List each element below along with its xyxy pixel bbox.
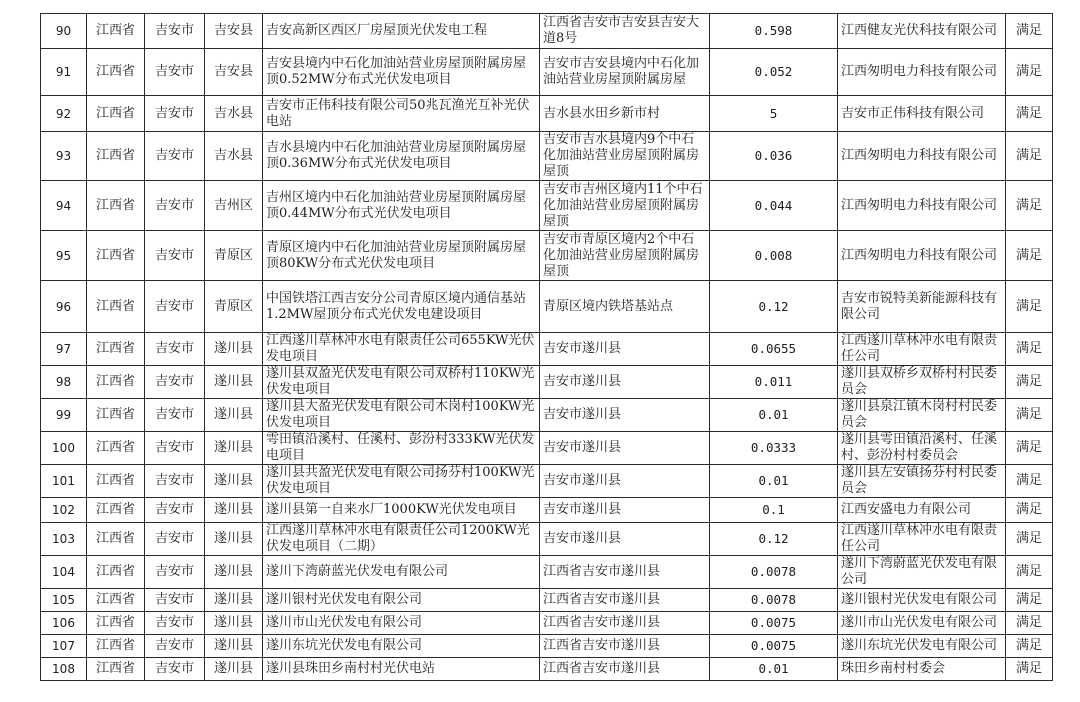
table-body <box>41 14 1053 681</box>
table-row <box>41 556 1053 589</box>
city-cell: 吉安市 <box>145 96 205 132</box>
company-cell: 江西健友光伏科技有限公司 <box>838 14 1006 49</box>
company-cell: 遂川县左安镇扬芬村村民委员会 <box>838 465 1006 498</box>
table-row <box>41 14 1053 49</box>
result-cell: 满足 <box>1006 231 1053 281</box>
province-cell: 江西省 <box>87 281 145 333</box>
province-cell: 江西省 <box>87 181 145 231</box>
table-row <box>41 465 1053 498</box>
capacity-cell: 0.0075 <box>710 635 838 658</box>
address-cell: 江西省吉安市遂川县 <box>540 635 710 658</box>
result-cell: 满足 <box>1006 523 1053 556</box>
city-cell: 吉安市 <box>145 132 205 181</box>
table-row <box>41 399 1053 432</box>
capacity-cell: 0.12 <box>710 523 838 556</box>
city-cell: 吉安市 <box>145 658 205 681</box>
row-number: 93 <box>41 132 87 181</box>
table-row <box>41 333 1053 366</box>
address-cell: 吉安市青原区境内2个中石化加油站营业房屋顶附属房屋顶 <box>540 231 710 281</box>
row-number: 106 <box>41 612 87 635</box>
address-cell: 江西省吉安市遂川县 <box>540 556 710 589</box>
row-number: 98 <box>41 366 87 399</box>
county-cell: 遂川县 <box>205 523 263 556</box>
province-cell: 江西省 <box>87 49 145 96</box>
city-cell: 吉安市 <box>145 635 205 658</box>
province-cell: 江西省 <box>87 366 145 399</box>
result-cell: 满足 <box>1006 366 1053 399</box>
table-row <box>41 658 1053 681</box>
capacity-cell: 0.052 <box>710 49 838 96</box>
capacity-cell: 0.12 <box>710 281 838 333</box>
capacity-cell: 0.011 <box>710 366 838 399</box>
project-name-cell: 吉水县境内中石化加油站营业房屋顶附属房屋顶0.36MW分布式光伏发电项目 <box>263 132 540 181</box>
capacity-cell: 0.598 <box>710 14 838 49</box>
row-number: 92 <box>41 96 87 132</box>
company-cell: 江西匆明电力科技有限公司 <box>838 181 1006 231</box>
company-cell: 吉安市正伟科技有限公司 <box>838 96 1006 132</box>
capacity-cell: 0.008 <box>710 231 838 281</box>
table-row <box>41 432 1053 465</box>
row-number: 108 <box>41 658 87 681</box>
table-row <box>41 612 1053 635</box>
province-cell: 江西省 <box>87 432 145 465</box>
result-cell: 满足 <box>1006 181 1053 231</box>
address-cell: 吉安市遂川县 <box>540 498 710 523</box>
result-cell: 满足 <box>1006 14 1053 49</box>
county-cell: 遂川县 <box>205 432 263 465</box>
row-number: 107 <box>41 635 87 658</box>
county-cell: 遂川县 <box>205 589 263 612</box>
row-number: 100 <box>41 432 87 465</box>
project-name-cell: 遂川下湾蔚蓝光伏发电有限公司 <box>263 556 540 589</box>
city-cell: 吉安市 <box>145 399 205 432</box>
result-cell: 满足 <box>1006 589 1053 612</box>
project-name-cell: 雩田镇沿溪村、任溪村、彭汾村333KW光伏发电项目 <box>263 432 540 465</box>
county-cell: 遂川县 <box>205 612 263 635</box>
company-cell: 遂川下湾蔚蓝光伏发电有限公司 <box>838 556 1006 589</box>
company-cell: 遂川市山光伏发电有限公司 <box>838 612 1006 635</box>
row-number: 91 <box>41 49 87 96</box>
company-cell: 江西匆明电力科技有限公司 <box>838 132 1006 181</box>
province-cell: 江西省 <box>87 498 145 523</box>
result-cell: 满足 <box>1006 658 1053 681</box>
city-cell: 吉安市 <box>145 281 205 333</box>
city-cell: 吉安市 <box>145 589 205 612</box>
province-cell: 江西省 <box>87 556 145 589</box>
county-cell: 吉水县 <box>205 96 263 132</box>
province-cell: 江西省 <box>87 399 145 432</box>
county-cell: 遂川县 <box>205 498 263 523</box>
province-cell: 江西省 <box>87 635 145 658</box>
result-cell: 满足 <box>1006 498 1053 523</box>
table-row <box>41 181 1053 231</box>
city-cell: 吉安市 <box>145 14 205 49</box>
company-cell: 遂川东坑光伏发电有限公司 <box>838 635 1006 658</box>
result-cell: 满足 <box>1006 465 1053 498</box>
city-cell: 吉安市 <box>145 556 205 589</box>
capacity-cell: 5 <box>710 96 838 132</box>
address-cell: 吉安市遂川县 <box>540 523 710 556</box>
company-cell: 遂川县双桥乡双桥村村民委员会 <box>838 366 1006 399</box>
row-number: 104 <box>41 556 87 589</box>
province-cell: 江西省 <box>87 589 145 612</box>
result-cell: 满足 <box>1006 49 1053 96</box>
row-number: 97 <box>41 333 87 366</box>
project-name-cell: 江西遂川草林冲水电有限责任公司1200KW光伏发电项目（二期） <box>263 523 540 556</box>
row-number: 101 <box>41 465 87 498</box>
company-cell: 江西遂川草林冲水电有限责任公司 <box>838 333 1006 366</box>
table-row <box>41 635 1053 658</box>
county-cell: 遂川县 <box>205 399 263 432</box>
row-number: 94 <box>41 181 87 231</box>
county-cell: 遂川县 <box>205 658 263 681</box>
result-cell: 满足 <box>1006 132 1053 181</box>
city-cell: 吉安市 <box>145 432 205 465</box>
project-name-cell: 遂川县共盈光伏发电有限公司扬芬村100KW光伏发电项目 <box>263 465 540 498</box>
county-cell: 吉安县 <box>205 49 263 96</box>
result-cell: 满足 <box>1006 96 1053 132</box>
result-cell: 满足 <box>1006 432 1053 465</box>
province-cell: 江西省 <box>87 14 145 49</box>
row-number: 102 <box>41 498 87 523</box>
city-cell: 吉安市 <box>145 612 205 635</box>
project-name-cell: 吉安高新区西区厂房屋顶光伏发电工程 <box>263 14 540 49</box>
county-cell: 遂川县 <box>205 635 263 658</box>
company-cell: 江西匆明电力科技有限公司 <box>838 49 1006 96</box>
capacity-cell: 0.036 <box>710 132 838 181</box>
project-table-container <box>40 13 1052 681</box>
company-cell: 江西匆明电力科技有限公司 <box>838 231 1006 281</box>
province-cell: 江西省 <box>87 231 145 281</box>
county-cell: 吉水县 <box>205 132 263 181</box>
result-cell: 满足 <box>1006 556 1053 589</box>
company-cell: 吉安市锐特美新能源科技有限公司 <box>838 281 1006 333</box>
project-name-cell: 遂川市山光伏发电有限公司 <box>263 612 540 635</box>
capacity-cell: 0.0075 <box>710 612 838 635</box>
table-row <box>41 366 1053 399</box>
province-cell: 江西省 <box>87 612 145 635</box>
address-cell: 吉安市遂川县 <box>540 432 710 465</box>
address-cell: 吉安市吉安县境内中石化加油站营业房屋顶附属房屋 <box>540 49 710 96</box>
capacity-cell: 0.0078 <box>710 556 838 589</box>
province-cell: 江西省 <box>87 96 145 132</box>
address-cell: 吉安市吉水县境内9个中石化加油站营业房屋顶附属房屋顶 <box>540 132 710 181</box>
company-cell: 江西安盛电力有限公司 <box>838 498 1006 523</box>
company-cell: 遂川县泉江镇木岗村村民委员会 <box>838 399 1006 432</box>
address-cell: 吉安市遂川县 <box>540 465 710 498</box>
result-cell: 满足 <box>1006 281 1053 333</box>
address-cell: 江西省吉安市遂川县 <box>540 658 710 681</box>
company-cell: 珠田乡南村村委会 <box>838 658 1006 681</box>
table-row <box>41 231 1053 281</box>
project-name-cell: 遂川县第一自来水厂1000KW光伏发电项目 <box>263 498 540 523</box>
capacity-cell: 0.0333 <box>710 432 838 465</box>
address-cell: 吉安市遂川县 <box>540 333 710 366</box>
county-cell: 青原区 <box>205 231 263 281</box>
city-cell: 吉安市 <box>145 49 205 96</box>
table-row <box>41 49 1053 96</box>
project-name-cell: 江西遂川草林冲水电有限责任公司655KW光伏发电项目 <box>263 333 540 366</box>
result-cell: 满足 <box>1006 635 1053 658</box>
capacity-cell: 0.01 <box>710 465 838 498</box>
province-cell: 江西省 <box>87 333 145 366</box>
province-cell: 江西省 <box>87 523 145 556</box>
project-name-cell: 吉安市正伟科技有限公司50兆瓦渔光互补光伏电站 <box>263 96 540 132</box>
company-cell: 江西遂川草林冲水电有限责任公司 <box>838 523 1006 556</box>
company-cell: 遂川银村光伏发电有限公司 <box>838 589 1006 612</box>
row-number: 103 <box>41 523 87 556</box>
city-cell: 吉安市 <box>145 366 205 399</box>
project-name-cell: 吉州区境内中石化加油站营业房屋顶附属房屋顶0.44MW分布式光伏发电项目 <box>263 181 540 231</box>
capacity-cell: 0.0655 <box>710 333 838 366</box>
province-cell: 江西省 <box>87 132 145 181</box>
city-cell: 吉安市 <box>145 181 205 231</box>
table-row <box>41 281 1053 333</box>
row-number: 96 <box>41 281 87 333</box>
county-cell: 遂川县 <box>205 366 263 399</box>
project-name-cell: 遂川县双盈光伏发电有限公司双桥村110KW光伏发电项目 <box>263 366 540 399</box>
capacity-cell: 0.01 <box>710 658 838 681</box>
city-cell: 吉安市 <box>145 498 205 523</box>
county-cell: 吉州区 <box>205 181 263 231</box>
city-cell: 吉安市 <box>145 523 205 556</box>
project-name-cell: 遂川东坑光伏发电有限公司 <box>263 635 540 658</box>
capacity-cell: 0.044 <box>710 181 838 231</box>
row-number: 90 <box>41 14 87 49</box>
city-cell: 吉安市 <box>145 333 205 366</box>
county-cell: 遂川县 <box>205 465 263 498</box>
capacity-cell: 0.1 <box>710 498 838 523</box>
address-cell: 吉水县水田乡新市村 <box>540 96 710 132</box>
project-name-cell: 吉安县境内中石化加油站营业房屋顶附属房屋顶0.52MW分布式光伏发电项目 <box>263 49 540 96</box>
row-number: 99 <box>41 399 87 432</box>
table-row <box>41 96 1053 132</box>
result-cell: 满足 <box>1006 612 1053 635</box>
table-row <box>41 589 1053 612</box>
county-cell: 青原区 <box>205 281 263 333</box>
project-name-cell: 青原区境内中石化加油站营业房屋顶附属房屋顶80KW分布式光伏发电项目 <box>263 231 540 281</box>
capacity-cell: 0.01 <box>710 399 838 432</box>
row-number: 105 <box>41 589 87 612</box>
project-name-cell: 中国铁塔江西吉安分公司青原区境内通信基站1.2MW屋顶分布式光伏发电建设项目 <box>263 281 540 333</box>
address-cell: 青原区境内铁塔基站点 <box>540 281 710 333</box>
project-table <box>40 13 1053 681</box>
city-cell: 吉安市 <box>145 465 205 498</box>
row-number: 95 <box>41 231 87 281</box>
result-cell: 满足 <box>1006 333 1053 366</box>
company-cell: 遂川县雩田镇沿溪村、任溪村、彭汾村村委员会 <box>838 432 1006 465</box>
capacity-cell: 0.0078 <box>710 589 838 612</box>
address-cell: 江西省吉安市遂川县 <box>540 612 710 635</box>
result-cell: 满足 <box>1006 399 1053 432</box>
province-cell: 江西省 <box>87 465 145 498</box>
county-cell: 吉安县 <box>205 14 263 49</box>
province-cell: 江西省 <box>87 658 145 681</box>
county-cell: 遂川县 <box>205 556 263 589</box>
project-name-cell: 遂川银村光伏发电有限公司 <box>263 589 540 612</box>
city-cell: 吉安市 <box>145 231 205 281</box>
table-row <box>41 523 1053 556</box>
address-cell: 吉安市遂川县 <box>540 366 710 399</box>
address-cell: 江西省吉安市吉安县吉安大道8号 <box>540 14 710 49</box>
address-cell: 吉安市吉州区境内11个中石化加油站营业房屋顶附属房屋顶 <box>540 181 710 231</box>
address-cell: 吉安市遂川县 <box>540 399 710 432</box>
address-cell: 江西省吉安市遂川县 <box>540 589 710 612</box>
table-row <box>41 498 1053 523</box>
project-name-cell: 遂川县大盈光伏发电有限公司木岗村100KW光伏发电项目 <box>263 399 540 432</box>
county-cell: 遂川县 <box>205 333 263 366</box>
table-row <box>41 132 1053 181</box>
project-name-cell: 遂川县珠田乡南村村光伏电站 <box>263 658 540 681</box>
